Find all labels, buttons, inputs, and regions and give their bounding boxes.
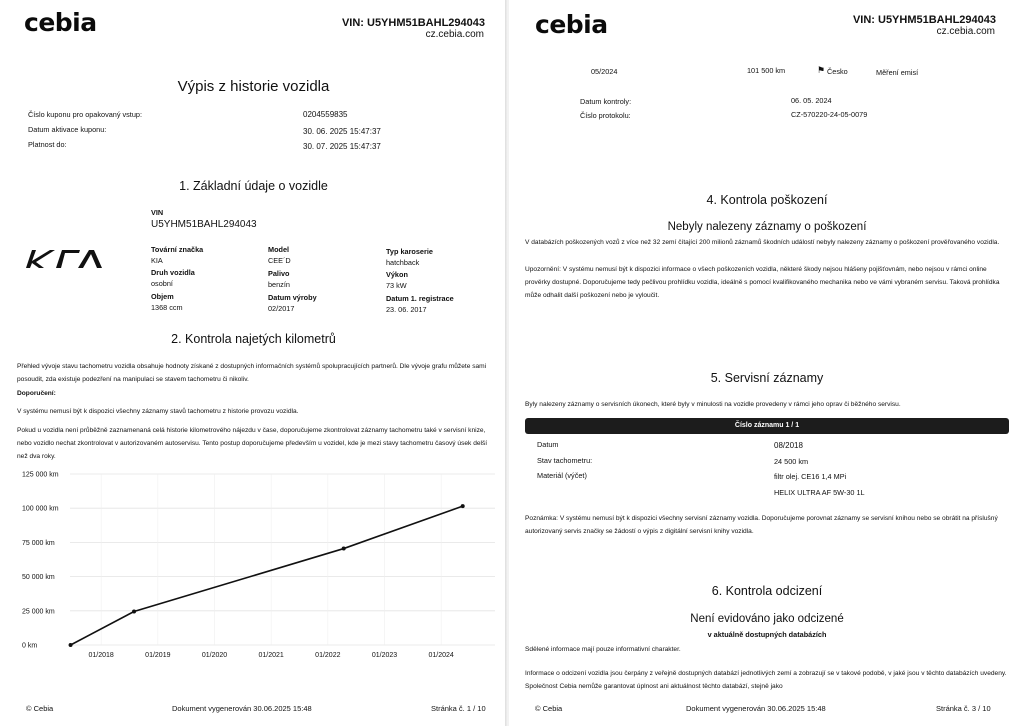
record-country: Česko [827,67,848,76]
site-url: cz.cebia.com [425,29,484,40]
mileage-point [132,609,136,613]
section-2-intro: Přehled vývoje stavu tachometru vozidla obsahuje hodnoty získané z dostupných informačních systémů spolupracujících partnerů. Dle vývoje grafu můžete sami posoudit, zda existuje podezření na manipulaci se stavem tachometru či nikoliv. [17,363,487,383]
x-tick-label: 01/2024 [428,652,454,659]
mileage-point [342,547,346,551]
recommend-text: V systému nemusí být k dispozici všechny záznamy stavů tachometru z historie provozu vozidla. [17,408,299,415]
record-value: filtr olej. CE16 1,4 MPi [774,472,847,481]
site-url: cz.cebia.com [936,26,995,37]
protocol-label: Číslo protokolu: [580,111,631,120]
record-label: Datum [537,440,559,449]
section-2-title: 2. Kontrola najetých kilometrů [171,332,336,346]
detail-value: osobní [151,279,173,288]
coupon-value: 0204559835 [303,110,348,119]
x-tick-label: 01/2021 [258,652,284,659]
section-4-subtitle: Nebyly nalezeny záznamy o poškození [667,221,867,233]
record-value: 24 500 km [774,457,809,466]
detail-label: Typ karoserie [386,247,433,256]
recommend-text-2: Pokud u vozidla není průběžně zaznamenaná celá historie kilometrového nájezdu v čase, doporučujeme zkontrolovat záznamy tachometru také v servisní knize, nebo vozidlo nechat zkontrolovat v autorizovaném autoservisu. Tento postup doporučujeme především u vozidel, kde je mezi stavy tachometru časový úsek delší než dva roky. [17,427,488,460]
section-1-title: 1. Základní údaje o vozidle [179,179,328,193]
detail-label: Palivo [268,269,290,278]
activation-value: 30. 06. 2025 15:47:37 [303,127,381,136]
mileage-point [461,504,465,508]
report-page-3 [509,0,1025,726]
x-tick-label: 01/2022 [315,652,341,659]
vin-label: VIN [151,208,164,217]
x-tick-label: 01/2020 [201,652,228,659]
inspection-date-label: Datum kontroly: [580,97,632,106]
detail-value: KIA [151,256,163,265]
record-value: 08/2018 [774,441,803,450]
kia-logo [24,248,106,275]
y-tick-label: 50 000 km [22,574,55,582]
validity-value: 30. 07. 2025 15:47:37 [303,142,381,151]
section-5-title: 5. Servisní záznamy [710,371,824,385]
detail-value: 02/2017 [268,304,295,313]
section-4-warning: Upozornění: V systému nemusí být k dispozici informace o všech poškozeních vozidla, některé škody nejsou hlášeny pojišťovnám, nebo nejsou v rámci online prověrky dostupné. Doporučujeme tedy pečlivou prohlídku vozidla, ideálně s pomocí kvalifikovaného mechanika nebo ve vámi vybraném servisu. Taková prohlídka může odhalit další poškození nebo je vyloučit. [525,266,1000,299]
section-6-text-1: Sdělené informace mají pouze informativní charakter. [525,646,681,653]
report-page-1 [0,0,507,726]
detail-value: hatchback [386,258,420,267]
mileage-chart [0,462,507,662]
detail-value: 23. 06. 2017 [386,305,427,314]
record-date: 05/2024 [591,67,618,76]
footer-copyright: © Cebia [26,704,54,713]
x-tick-label: 01/2018 [88,652,114,659]
section-4-text: V databázích poškozených vozů z více než 32 zemí čítající 200 milionů záznamů škodních událostí nebyly nalezeny záznamy o poškození prověřovaného vozidla. [525,239,1000,246]
cebia-logo: cebia [24,8,97,37]
vin-header: VIN: U5YHM51BAHL294043 [852,14,996,26]
detail-value: 73 kW [386,281,407,290]
validity-label: Platnost do: [28,140,67,149]
y-tick-label: 75 000 km [22,539,55,547]
footer-page-number: Stránka č. 1 / 10 [431,704,486,713]
record-km: 101 500 km [747,66,786,75]
cebia-logo: cebia [535,10,608,39]
report-title: Výpis z historie vozidla [177,78,330,95]
record-label: Stav tachometru: [537,456,593,465]
section-6-subtitle: Není evidováno jako odcizené [690,613,844,625]
detail-label: Datum výroby [268,293,317,302]
detail-label: Tovární značka [151,245,204,254]
footer-generated: Dokument vygenerován 30.06.2025 15:48 [683,704,829,713]
flag-icon: ⚑ [817,65,826,75]
y-tick-label: 25 000 km [22,608,55,616]
section-6-subtitle-2: v aktuálně dostupných databázích [707,630,827,639]
detail-label: Model [268,245,290,254]
x-tick-label: 01/2019 [145,652,171,659]
detail-label: Objem [151,292,174,301]
detail-value: 1368 ccm [151,303,183,312]
activation-label: Datum aktivace kuponu: [28,125,107,134]
section-5-text: Byly nalezeny záznamy o servisních úkonech, které byly v minulosti na vozidle provedeny v rámci jeho oprav či běžného servisu. [525,401,901,408]
section-4-title: 4. Kontrola poškození [706,193,828,207]
detail-label: Výkon [386,270,408,279]
kia-logo-icon [24,248,106,270]
y-tick-label: 0 km [22,642,38,650]
section-5-note: Poznámka: V systému nemusí být k dispozici všechny servisní záznamy vozidla. Doporučujeme porovnat záznamy se servisní knihou nebo se obrátit na příslušný autorizovaný servis značky se žádostí o výpis z digitální servisní knihy vozidla. [525,515,998,535]
footer-page-number: Stránka č. 3 / 10 [932,704,991,713]
vin-value: U5YHM51BAHL294043 [151,219,257,230]
detail-value: CEE´D [268,256,291,265]
y-tick-label: 100 000 km [22,505,59,513]
coupon-label: Číslo kuponu pro opakovaný vstup: [28,110,142,119]
footer-copyright: © Cebia [535,704,566,713]
detail-label: Datum 1. registrace [386,294,454,303]
service-record-header: Číslo záznamu 1 / 1 [525,418,1009,434]
detail-label: Druh vozidla [151,268,195,277]
x-tick-label: 01/2023 [371,652,398,659]
footer-generated: Dokument vygenerován 30.06.2025 15:48 [172,704,312,713]
mileage-series-line [71,506,463,645]
section-6-text-2: Informace o odcizení vozidla jsou čerpány z veřejně dostupných databází jednotlivých zemí a zobrazují se v takové podobě, v jaké jsou v těchto databázích uvedeny. Společnost Cebia nemůže garantovat úplnost ani aktuálnost těchto databází, stejně jako [525,670,1007,690]
vin-header: VIN: U5YHM51BAHL294043 [341,17,485,29]
section-6-title: 6. Kontrola odcizení [711,584,823,598]
y-tick-label: 125 000 km [22,471,59,479]
record-value-extra: HELIX ULTRA AF 5W-30 1L [774,488,865,497]
record-label: Materiál (výčet) [537,471,587,480]
protocol-value: CZ-570220-24-05-0079 [791,110,868,119]
inspection-date-value: 06. 05. 2024 [791,96,832,105]
mileage-point [69,643,73,647]
detail-value: benzín [268,280,290,289]
recommend-label: Doporučení: [17,390,56,397]
record-type: Měření emisí [876,68,919,77]
